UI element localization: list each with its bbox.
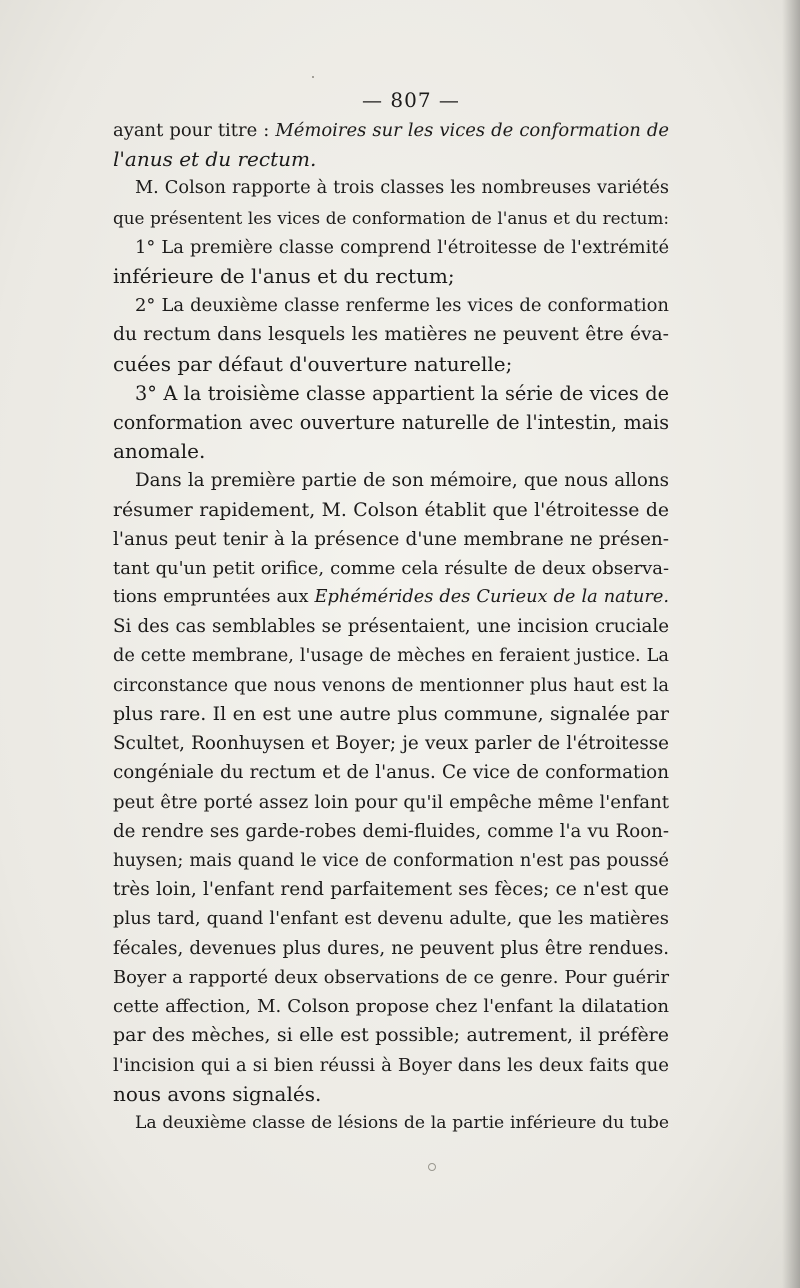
text-line	[113, 204, 669, 233]
text-line	[113, 1080, 669, 1109]
text-segment: plus tard, quand l'enfant est devenu adulte, que les matières	[113, 908, 669, 930]
text-line	[113, 174, 669, 203]
text-line	[113, 963, 669, 992]
text-segment: Scultet, Roonhuysen et Boyer; je veux parler de l'étroitesse	[113, 733, 669, 755]
text-line	[113, 437, 669, 466]
text-line	[113, 788, 669, 817]
text-segment: cette affection, M. Colson propose chez l'enfant la dilatation	[113, 996, 669, 1018]
text-segment: fécales, devenues plus dures, ne peuvent plus être rendues.	[113, 937, 669, 959]
text-line	[113, 525, 669, 554]
text-segment: circonstance que nous venons de mentionner plus haut est la	[113, 674, 669, 696]
text-segment: congéniale du rectum et de l'anus. Ce vice de conformation	[113, 762, 669, 784]
text-segment: peut être porté assez loin pour qu'il empêche même l'enfant	[113, 791, 669, 813]
text-line	[113, 846, 669, 875]
text-segment: Boyer a rapporté deux observations de ce genre. Pour guérir	[113, 966, 669, 988]
text-line	[113, 904, 669, 933]
text-segment: conformation avec ouverture naturelle de l'intestin, mais	[113, 411, 669, 435]
text-line	[113, 934, 669, 963]
text-segment: tant qu'un petit orifice, comme cela résulte de deux observa-	[113, 558, 669, 580]
text-segment: par des mèches, si elle est possible; autrement, il préfère	[113, 1024, 669, 1047]
text-segment: huysen; mais quand le vice de conformation n'est pas poussé	[113, 850, 669, 872]
text-line	[113, 1109, 669, 1138]
text-segment: 2° La deuxième classe renferme les vices de conformation	[135, 295, 669, 317]
text-line	[113, 320, 669, 349]
italic-text-segment: Ephémérides des Curieux de la nature.	[314, 587, 669, 608]
text-segment: anomale.	[113, 439, 206, 464]
text-line	[113, 700, 669, 729]
text-segment: l'anus peut tenir à la présence d'une membrane ne présen-	[113, 528, 669, 550]
text-segment: tions empruntées aux	[113, 587, 315, 608]
text-line	[113, 496, 669, 525]
text-segment: que présentent les vices de conformation de l'anus et du rectum:	[113, 207, 669, 228]
page-text-block	[113, 84, 669, 1138]
text-line	[113, 145, 669, 174]
text-line	[113, 612, 669, 641]
text-line	[113, 642, 669, 671]
text-line	[113, 758, 669, 787]
text-segment: ayant pour titre :	[113, 120, 276, 141]
text-line	[113, 262, 669, 291]
text-segment: très loin, l'enfant rend parfaitement ses fèces; ce n'est que	[113, 879, 669, 901]
text-segment: 1° La première classe comprend l'étroitesse de l'extrémité	[135, 236, 669, 258]
text-line	[113, 817, 669, 846]
text-segment: plus rare. Il en est une autre plus commune, signalée par	[113, 703, 669, 726]
text-segment: cuées par défaut d'ouverture naturelle;	[113, 351, 513, 376]
text-line	[113, 379, 669, 408]
page-number: — 807 —	[362, 88, 460, 112]
text-segment: de cette membrane, l'usage de mèches en feraient justice. La	[113, 645, 669, 666]
text-line	[113, 875, 669, 904]
text-segment: M. Colson rapporte à trois classes les nombreuses variétés	[135, 178, 669, 199]
text-segment: Dans la première partie de son mémoire, que nous allons	[135, 470, 669, 492]
body-text	[113, 116, 669, 1138]
text-segment: résumer rapidement, M. Colson établit que l'étroitesse de	[113, 499, 669, 521]
text-line	[113, 350, 669, 379]
text-line	[113, 671, 669, 700]
text-line	[113, 116, 669, 145]
text-line	[113, 408, 669, 437]
text-line	[113, 992, 669, 1021]
text-segment: inférieure de l'anus et du rectum;	[113, 264, 455, 289]
italic-text-segment: Mémoires sur les vices de conformation de	[275, 120, 669, 141]
text-segment: 3° A la troisième classe appartient la série de vices de	[135, 381, 669, 405]
text-line	[113, 1051, 669, 1080]
paper-speck	[428, 1163, 436, 1171]
italic-text-segment: l'anus et du rectum.	[113, 147, 317, 172]
text-line	[113, 583, 669, 612]
page-edge-shadow	[782, 0, 800, 1288]
text-segment: l'incision qui a si bien réussi à Boyer dans les deux faits que	[113, 1054, 669, 1076]
text-line	[113, 291, 669, 320]
paper-speck	[312, 76, 314, 78]
text-segment: du rectum dans lesquels les matières ne peuvent être éva-	[113, 324, 669, 346]
text-line	[113, 1021, 669, 1050]
text-segment: La deuxième classe de lésions de la partie inférieure du tube	[135, 1112, 669, 1133]
text-segment: de rendre ses garde-robes demi-fluides, comme l'a vu Roon-	[113, 820, 669, 842]
text-line	[113, 729, 669, 758]
text-segment: nous avons signalés.	[113, 1081, 322, 1106]
text-line	[113, 233, 669, 262]
text-line	[113, 554, 669, 583]
text-segment: Si des cas semblables se présentaient, une incision cruciale	[113, 616, 669, 638]
text-line	[113, 466, 669, 495]
